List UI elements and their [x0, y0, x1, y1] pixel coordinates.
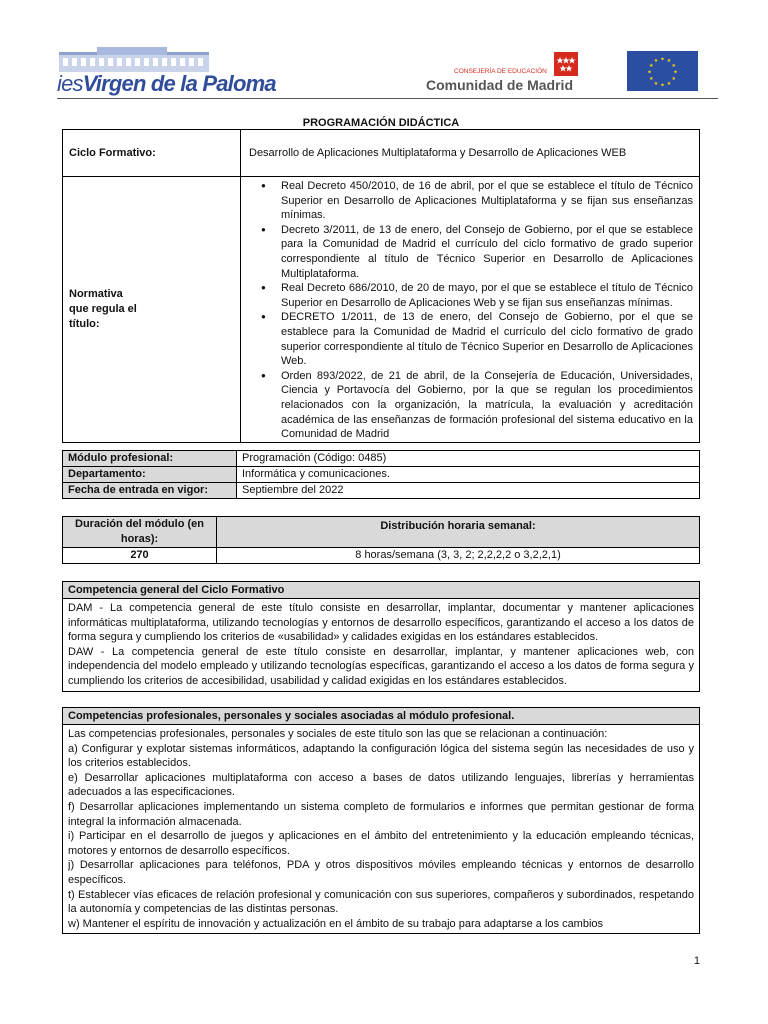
departamento-label: Departamento:	[63, 467, 237, 483]
normativa-item: ● DECRETO 1/2011, de 13 de enero, del Consejo de Gobierno, por el que se establece para la Comunidad de Madrid el currículo del ciclo formativo de grado superior correspondiente al título de Técnico Superior en Desarrollo de Aplicaciones Web.	[253, 310, 693, 368]
school-logo	[57, 44, 276, 98]
competencia-item: t) Establecer vías eficaces de relación profesional y comunicación con sus superiores, compañeros y subordinados, respetando la autonomía y competencias de las distintas personas.	[68, 888, 694, 916]
normativa-label-line: Normativa	[69, 288, 123, 301]
school-building-logo	[57, 44, 217, 74]
competencia-general-body	[63, 599, 700, 692]
competencias-header-row	[63, 708, 700, 725]
normativa-label-line: título:	[69, 317, 100, 330]
competencias-title: Competencias profesionales, personales y sociales asociadas al módulo profesional.	[63, 708, 700, 725]
normativa-label-line: que regula el	[69, 303, 137, 316]
departamento-row	[63, 467, 700, 483]
competencia-item: f) Desarrollar aplicaciones implementando un sistema completo de formularios e informes que permitan gestionar de forma integral la información almacenada.	[68, 800, 694, 828]
competencia-item: e) Desarrollar aplicaciones multiplataforma con acceso a bases de datos utilizando lenguajes, librerías y herramientas adecuados a las especificaciones.	[68, 771, 694, 799]
header-divider	[57, 98, 718, 99]
modulo-table	[62, 450, 700, 499]
competencia-daw: DAW - La competencia general de este título consiste en desarrollar, implantar, y mantener aplicaciones web, con independencia del modelo empleado y utilizando tecnologías específicas, garantizando el acceso a los datos de forma segura y cumpliendo los criterios de accesibilidad, usabilidad y calidad exigidas en los estándares establecidos.	[68, 645, 694, 687]
svg-text:★: ★	[648, 76, 654, 82]
duracion-header-row	[63, 517, 700, 548]
svg-text:★: ★	[671, 63, 677, 69]
duracion-hours: 270	[63, 548, 217, 564]
eu-flag-icon	[627, 51, 698, 91]
consejeria-label: CONSEJERÍA DE EDUCACIÓN	[454, 68, 547, 75]
competencia-item: j) Desarrollar aplicaciones para teléfonos, PDA y otros dispositivos móviles empleando técnicas y entornos de desarrollo específicos.	[68, 859, 694, 886]
competencia-dam: DAM - La competencia general de este título consiste en desarrollar, implantar, documentar y mantener aplicaciones informáticas multiplataforma, utilizando tecnologías y entornos de desarrollo específicos, garantizando el acceso a los datos de forma segura y cumpliendo los criterios de «usabilidad» y calidades exigidas en los estándares establecidos.	[68, 602, 694, 644]
fecha-row	[63, 483, 700, 499]
normativa-item: ● Real Decreto 450/2010, de 16 de abril, por el que se establece el título de Técnico Superior en Desarrollo de Aplicaciones Multiplataforma y se fijan sus enseñanzas mínimas.	[253, 179, 693, 223]
normativa-item: ● Orden 893/2022, de 21 de abril, de la Consejería de Educación, Universidades, Ciencia y Portavocía del Gobierno, por la que se regulan los procedimientos relacionados con la organización, la matrícula, la evaluación y acreditación académica de las enseñanzas de formación profesional del sistema educativo en la Comunidad de Madrid	[253, 369, 693, 442]
page-title: PROGRAMACIÓN DIDÁCTICA	[302, 117, 460, 129]
competencia-general-body-row	[63, 599, 700, 692]
page-number: 1	[693, 955, 700, 967]
duracion-header: Duración del módulo (en horas):	[63, 517, 217, 548]
competencias-profesionales-table	[62, 707, 700, 934]
ciclo-value: Desarrollo de Aplicaciones Multiplataforma y Desarrollo de Aplicaciones WEB	[241, 130, 700, 177]
svg-text:★: ★	[648, 63, 654, 69]
normativa-item: ● Real Decreto 686/2010, de 20 de mayo, por el que se establece el título de Técnico Superior en Desarrollo de Aplicaciones Web y se fijan sus enseñanzas mínimas.	[253, 281, 693, 310]
modulo-row	[63, 451, 700, 467]
ciclo-row	[63, 130, 700, 177]
school-prefix: ies	[57, 71, 83, 96]
svg-text:★: ★	[671, 76, 677, 82]
competencia-general-table	[62, 581, 700, 692]
svg-text:★: ★	[666, 80, 672, 87]
school-name: Virgen de la Paloma	[82, 71, 276, 96]
svg-text:★: ★	[660, 82, 665, 89]
normativa-list-cell	[241, 177, 700, 443]
competencia-item: a) Configurar y explotar sistemas informáticos, adaptando la configuración lógica del sistema según las necesidades de uso y los criterios establecidos.	[68, 742, 694, 770]
competencias-intro: Las competencias profesionales, personales y sociales de este título son las que se relacionan a continuación:	[68, 728, 608, 740]
svg-text:★: ★	[666, 58, 672, 65]
competencia-item: i) Participar en el desarrollo de juegos y aplicaciones en el ámbito del entretenimiento y la educación empleando técnicas, motores y entornos de desarrollo específicos.	[68, 830, 694, 857]
fecha-label: Fecha de entrada en vigor:	[63, 483, 237, 499]
ciclo-normativa-table	[62, 129, 700, 443]
competencia-item: w) Mantener el espíritu de innovación y actualización en el ámbito de su trabajo para adaptarse a los cambios	[68, 917, 604, 930]
normativa-item: ● Decreto 3/2011, de 13 de enero, del Consejo de Gobierno, por el que se establece para la Comunidad de Madrid el currículo del ciclo formativo de grado superior correspondiente al título de Técnico Superior en Desarrollo de Aplicaciones Multiplataforma.	[253, 223, 693, 281]
departamento-value: Informática y comunicaciones.	[237, 467, 700, 483]
distribucion-header: Distribución horaria semanal:	[217, 517, 700, 548]
svg-text:★: ★	[653, 58, 659, 65]
fecha-value: Septiembre del 2022	[237, 483, 700, 499]
competencia-general-title: Competencia general del Ciclo Formativo	[63, 582, 700, 599]
competencias-body-row	[63, 725, 700, 934]
comunidad-label: Comunidad de Madrid	[426, 77, 573, 93]
duracion-table	[62, 516, 700, 564]
duracion-value-row	[63, 548, 700, 564]
ciclo-label: Ciclo Formativo:	[63, 130, 241, 177]
madrid-flag-stars-icon	[554, 52, 578, 76]
svg-text:★: ★	[653, 80, 659, 87]
modulo-label: Módulo profesional:	[63, 451, 237, 467]
competencias-clip	[68, 727, 694, 931]
normativa-row	[63, 177, 700, 443]
svg-text:★: ★	[660, 56, 665, 63]
svg-text:★: ★	[647, 69, 652, 76]
svg-text:★: ★	[673, 69, 678, 76]
eu-flag	[627, 51, 698, 91]
comunidad-madrid-logo	[420, 52, 580, 94]
modulo-value: Programación (Código: 0485)	[237, 451, 700, 467]
competencias-body	[63, 725, 700, 934]
normativa-list	[253, 179, 693, 442]
distribucion-value: 8 horas/semana (3, 3, 2; 2,2,2,2 o 3,2,2,1)	[217, 548, 700, 564]
competencia-general-header-row	[63, 582, 700, 599]
normativa-label	[63, 177, 241, 443]
